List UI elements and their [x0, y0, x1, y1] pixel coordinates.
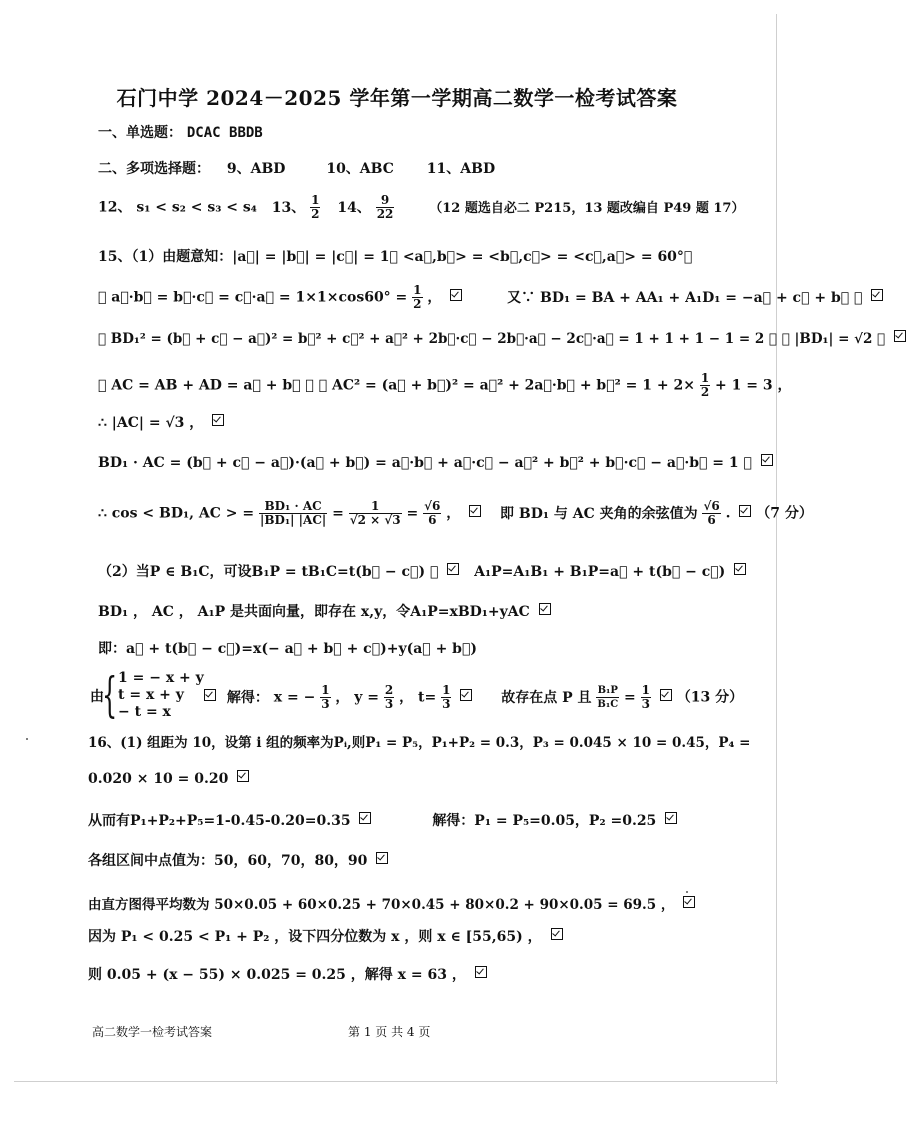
q15-part2-line-3: 即：a⃗ + t(b⃗ − c⃗)=x(− a⃗ + b⃗ + c⃗)+y(a⃗ + b⃗)	[98, 641, 477, 657]
q16-line-6	[88, 928, 563, 946]
page-title: 石门中学 2024－2025 学年第一学期高二数学一检考试答案	[116, 86, 678, 110]
q16-p4-value: 0.020 × 10 = 0.20	[88, 771, 229, 787]
footer-title: 高二数学一检考试答案	[92, 1025, 213, 1039]
q15-bd1-squared: ∴ BD₁² = (b⃗ + c⃗ − a⃗)² = b⃗² + c⃗² + a⃗² + 2b⃗·c⃗ − 2b⃗·a⃗ − 2c⃗·a⃗ = 1 + 1 + 1 − 1 = 2 ， ∴ |BD₁| = √2 ，	[98, 331, 886, 347]
q16-line-5	[88, 896, 695, 914]
checkmark-icon	[551, 928, 563, 940]
comma: ，	[427, 289, 442, 306]
t-fraction	[441, 684, 451, 711]
q16-line-3	[88, 812, 677, 830]
fraction-numerator: 1	[349, 500, 402, 514]
scan-edge-right	[776, 14, 777, 1084]
fraction-numerator: 2	[384, 683, 394, 697]
multi-choice-label: 二、多项选择题：	[98, 161, 210, 177]
q14-numerator: 9	[376, 194, 395, 208]
q15-line-4	[98, 372, 792, 399]
scan-speck	[686, 891, 688, 893]
sys-prefix: 由	[90, 689, 104, 705]
checkmark-icon	[683, 896, 695, 908]
single-choice-label: 一、单选题：	[98, 125, 182, 141]
fraction-numerator: √6	[424, 499, 441, 513]
scan-speck	[26, 738, 28, 740]
q15-line-3	[98, 330, 906, 348]
q15-cos-fraction-3	[423, 500, 441, 527]
equals: =	[406, 505, 424, 522]
q16-line-4	[88, 852, 388, 870]
q16-mean: 由直方图得平均数为 50×0.05 + 60×0.25 + 70×0.45 + 80×0.2 + 90×0.05 = 69.5 ，	[88, 897, 675, 913]
brace-icon: {	[102, 667, 118, 723]
checkmark-icon	[204, 689, 216, 701]
fraction-numerator: 1	[442, 683, 451, 697]
q11-answer: 11、ABD	[426, 161, 496, 177]
q13-numerator: 1	[311, 193, 320, 207]
y-fraction	[384, 684, 394, 711]
q12-answer: 12、 s₁ < s₂ < s₃ < s₄	[98, 199, 257, 216]
q15-ac-result: + 1 = 3 ，	[715, 377, 792, 394]
checkmark-icon	[359, 812, 371, 824]
q15-p2-coplanar: BD₁ ， AC ， A₁P 是共面向量，即存在 x,y，令A₁P=xBD₁+yAC	[98, 604, 530, 620]
q15-dot-products: ∴ a⃗·b⃗ = b⃗·c⃗ = c⃗·a⃗ = 1×1×cos60° =	[98, 289, 413, 306]
solve-label: 解得：	[226, 689, 269, 706]
q14-label: 14、	[337, 199, 371, 216]
system-eq-1: 1 = − x + y	[118, 670, 204, 686]
fraction-denominator: 3	[321, 697, 330, 711]
q15-line-5	[98, 414, 224, 432]
period: .	[725, 505, 731, 522]
fraction-denominator: 3	[442, 697, 451, 711]
q16-midpoints: 各组区间中点值为：50，60，70，80，90	[88, 853, 368, 869]
checkmark-icon	[761, 454, 773, 466]
q15-line-2	[98, 284, 883, 311]
solve-x: x = −	[273, 689, 316, 706]
checkmark-icon	[894, 330, 906, 342]
q15-ac-squared: ∵ AC = AB + AD = a⃗ + b⃗ ， ∴ AC² = (a⃗ + b⃗)² = a⃗² + 2a⃗·b⃗ + b⃗² = 1 + 2×	[98, 377, 695, 394]
fraction-numerator: 1	[321, 683, 330, 697]
fraction-denominator: |BD₁| |AC|	[259, 513, 327, 527]
q15-p2-a1p: A₁P=A₁B₁ + B₁P=a⃗ + t(b⃗ − c⃗)	[474, 564, 726, 580]
checkmark-icon	[660, 689, 672, 701]
checkmark-icon	[447, 563, 459, 575]
ratio-value-fraction	[641, 684, 651, 711]
q15-line-6	[98, 454, 773, 472]
ratio-fraction	[596, 684, 619, 711]
q15-p2-setup: （2）当P ∈ B₁C，可设B₁P = tB₁C=t(b⃗ − c⃗) ，	[98, 564, 439, 580]
q15-cos-fraction-2	[349, 500, 402, 527]
q15-cos-conclusion: 即 BD₁ 与 AC 夹角的余弦值为	[500, 505, 703, 522]
single-choice-row	[98, 124, 263, 142]
q15-bd1-expansion: 又∵ BD₁ = BA + AA₁ + A₁D₁ = −a⃗ + c⃗ + b⃗ ，	[507, 289, 863, 306]
fraction-denominator: 3	[384, 697, 394, 711]
q15-dot-product-result: BD₁ · AC = (b⃗ + c⃗ − a⃗)·(a⃗ + b⃗) = a⃗·b⃗ + a⃗·c⃗ − a⃗² + b⃗² + b⃗·c⃗ − a⃗·b⃗ = 1 ，	[98, 455, 752, 471]
page-number: 第 1 页 共 4 页	[348, 1025, 431, 1039]
system-eq-2: t = x + y	[118, 687, 184, 703]
checkmark-icon	[539, 603, 551, 615]
checkmark-icon	[739, 505, 751, 517]
q16-line-1: 16、(1) 组距为 10，设第 i 组的频率为Pᵢ,则P₁ = P₅，P₁+P₂ = 0.3，P₃ = 0.045 × 10 = 0.45，P₄ =	[88, 735, 751, 751]
q16-solution: 解得：P₁ = P₅=0.05，P₂ =0.25	[432, 813, 657, 829]
checkmark-icon	[450, 289, 462, 301]
checkmark-icon	[475, 966, 487, 978]
exists-label: 故存在点 P 且	[501, 689, 592, 706]
fraction-denominator: √2 × √3	[349, 513, 401, 527]
score-7: （7 分）	[756, 505, 813, 522]
q16-quartile-range: 因为 P₁ < 0.25 < P₁ + P₂ ，设下四分位数为 x ，则 x ∈ [55,65) ，	[88, 929, 542, 945]
equals: =	[332, 505, 349, 522]
q16-sum: 从而有P₁+P₂+P₅=1-0.45-0.20=0.35	[88, 813, 351, 829]
checkmark-icon	[212, 414, 224, 426]
q15-cos-fraction-1	[259, 500, 327, 527]
q16-line-7	[88, 966, 487, 984]
equals: =	[624, 689, 641, 706]
q15-cos-fraction-4	[702, 500, 720, 527]
fraction-denominator: 2	[700, 385, 710, 399]
q15-line-7	[98, 500, 813, 527]
q16-line-2	[88, 770, 249, 788]
checkmark-icon	[237, 770, 249, 782]
fill-blank-row	[98, 194, 744, 221]
fraction-denominator: 3	[641, 697, 651, 711]
q15-line-1: 15、（1）由题意知：|a⃗| = |b⃗| = |c⃗| = 1， <a⃗,b⃗> = <b⃗,c⃗> = <c⃗,a⃗> = 60°，	[98, 249, 693, 265]
q15-cos-label: ∴ cos < BD₁, AC > =	[98, 505, 259, 522]
solve-y: ， y =	[335, 689, 384, 706]
q16-quartile-solve: 则 0.05 + (x − 55) × 0.025 = 0.25 ，解得 x = 63 ，	[88, 967, 466, 983]
fraction-numerator: 1	[641, 683, 651, 697]
fraction-numerator: 1	[700, 371, 710, 385]
checkmark-icon	[469, 505, 481, 517]
fraction-denominator: 6	[707, 513, 716, 527]
checkmark-icon	[871, 289, 883, 301]
q15-part2-line-2	[98, 603, 551, 621]
fraction-denominator: 6	[428, 513, 437, 527]
q13-denominator: 2	[311, 207, 320, 221]
q15-ac-norm: ∴ |AC| = √3 ，	[98, 415, 204, 431]
q15-solve-row	[200, 684, 743, 711]
scan-edge-bottom	[14, 1081, 778, 1082]
fraction-numerator: 1	[413, 283, 422, 297]
q15-part2-line-1	[98, 563, 746, 581]
q13-fraction	[310, 194, 320, 221]
system-eq-3: − t = x	[118, 704, 171, 720]
q15-half-fraction	[412, 284, 422, 311]
checkmark-icon	[460, 689, 472, 701]
comma: ，	[446, 505, 461, 522]
q15-half-fraction-2	[700, 372, 710, 399]
fraction-denominator: B₁C	[597, 699, 619, 710]
q9-answer: 9、ABD	[226, 161, 286, 177]
q13-label: 13、	[271, 199, 306, 216]
x-fraction	[320, 684, 330, 711]
single-choice-answers: DCAC BBDB	[186, 125, 263, 141]
checkmark-icon	[665, 812, 677, 824]
multi-choice-row	[98, 160, 495, 178]
q14-denominator: 22	[376, 207, 394, 221]
q10-answer: 10、ABC	[326, 161, 394, 177]
fraction-numerator: √6	[703, 499, 720, 513]
q14-fraction	[376, 194, 395, 221]
fraction-numerator: BD₁ · AC	[259, 500, 327, 514]
fraction-denominator: 2	[413, 297, 422, 311]
fraction-numerator: B₁P	[597, 685, 618, 696]
source-note: （12 题选自必二 P215，13 题改编自 P49 题 17）	[429, 200, 745, 216]
score-13: （13 分）	[676, 689, 744, 706]
checkmark-icon	[734, 563, 746, 575]
checkmark-icon	[376, 852, 388, 864]
solve-t: ， t=	[399, 689, 437, 706]
